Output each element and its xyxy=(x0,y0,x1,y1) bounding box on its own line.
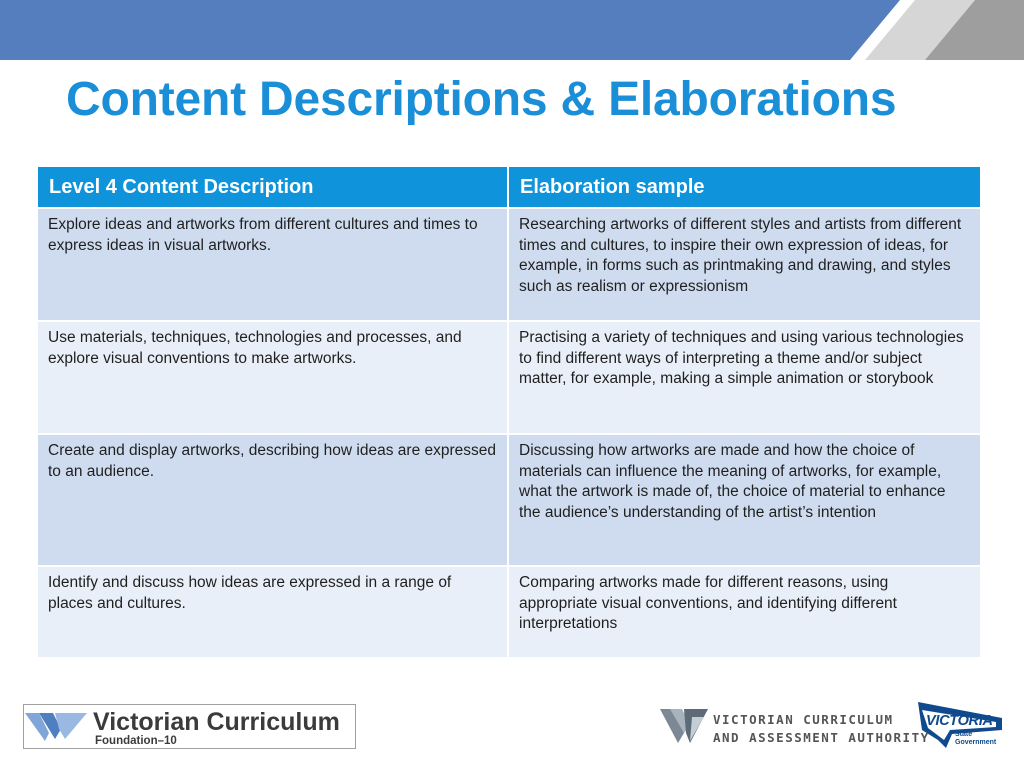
table-header-row xyxy=(37,166,981,208)
vcaa-logo xyxy=(660,703,930,749)
table-row xyxy=(37,434,981,566)
victoria-state-government-logo xyxy=(916,700,1006,752)
victorian-curriculum-sub: Foundation–10 xyxy=(95,735,177,747)
victoria-sub-government: Government xyxy=(955,739,997,746)
elaboration-cell: Discussing how artworks are made and how the choice of materials can influence the meaning of artworks, for example, what the artwork is made of, the choice of material to enhance the audience’s understanding of the artist’s intention xyxy=(508,434,981,566)
elaboration-cell: Researching artworks of different styles and artists from different times and cultures, to inspire their own expression of ideas, for example, in forms such as printmaking and drawing, and styles such as realism or expressionism xyxy=(508,208,981,321)
vcaa-line-2: AND ASSESSMENT AUTHORITY xyxy=(713,730,930,745)
content-table xyxy=(36,165,982,659)
elaboration-cell: Comparing artworks made for different reasons, using appropriate visual conventions, and identifying different interpretations xyxy=(508,566,981,658)
victorian-curriculum-name: Victorian Curriculum xyxy=(93,708,340,736)
header-bar xyxy=(0,0,1024,60)
vcaa-line-1: VICTORIAN CURRICULUM xyxy=(713,712,894,727)
content-description-cell: Create and display artworks, describing how ideas are expressed to an audience. xyxy=(37,434,508,566)
table-row xyxy=(37,566,981,658)
victoria-name: VICTORIA xyxy=(926,713,993,729)
page-title: Content Descriptions & Elaborations xyxy=(66,73,897,126)
column-header-elaboration: Elaboration sample xyxy=(508,166,981,208)
victorian-curriculum-logo xyxy=(23,704,356,749)
content-description-cell: Use materials, techniques, technologies and processes, and explore visual conventions to make artworks. xyxy=(37,321,508,434)
victorian-curriculum-mark-icon xyxy=(25,709,89,745)
victoria-sub-state: State xyxy=(955,731,973,738)
table-row xyxy=(37,321,981,434)
column-header-content-description: Level 4 Content Description xyxy=(37,166,508,208)
elaboration-cell: Practising a variety of techniques and using various technologies to find different ways of interpreting a theme and/or subject matter, for example, making a simple animation or storybook xyxy=(508,321,981,434)
table-row xyxy=(37,208,981,321)
vcaa-mark-icon xyxy=(660,703,710,749)
content-description-cell: Identify and discuss how ideas are expressed in a range of places and cultures. xyxy=(37,566,508,658)
content-description-cell: Explore ideas and artworks from different cultures and times to express ideas in visual artworks. xyxy=(37,208,508,321)
